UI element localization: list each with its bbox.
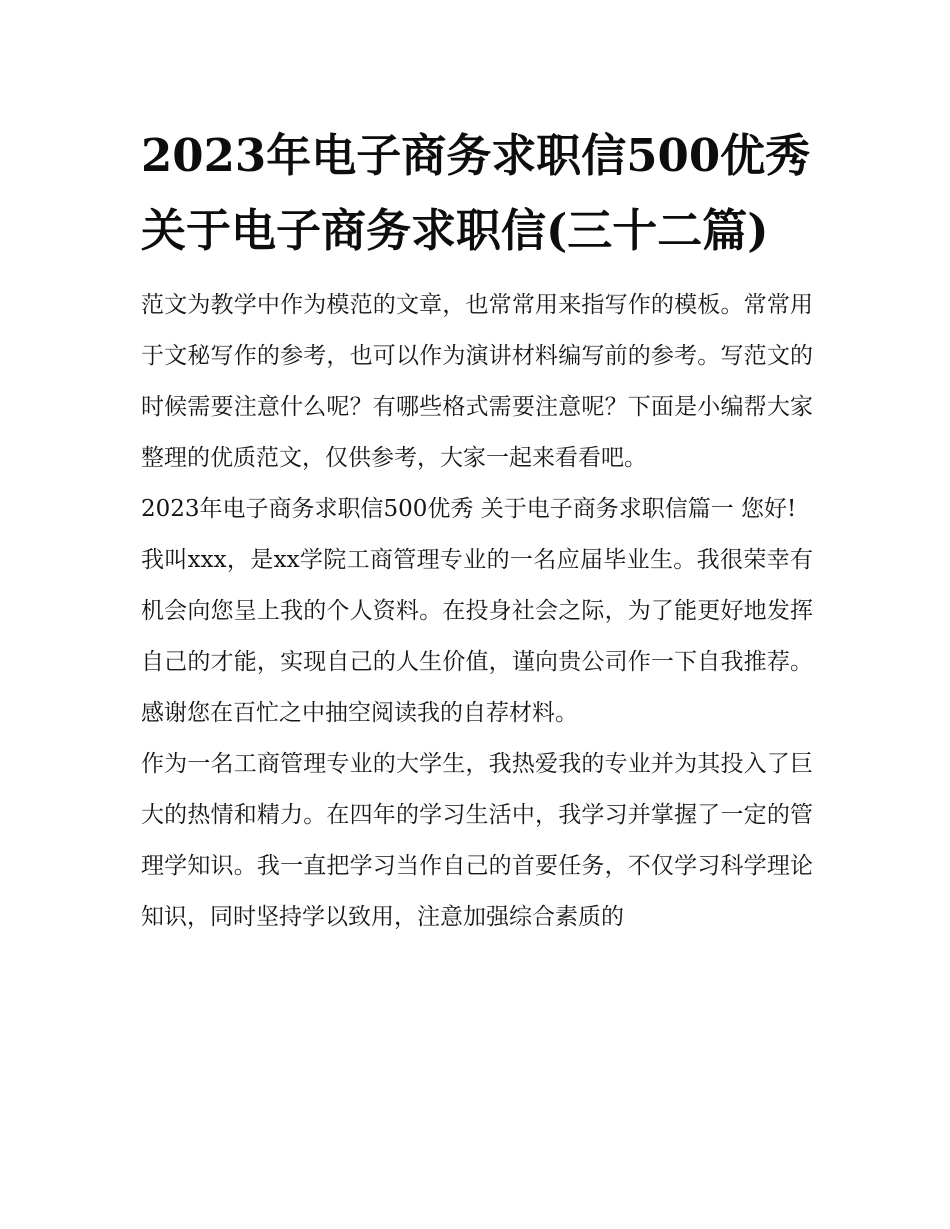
title-block (141, 118, 813, 268)
document-page (141, 118, 813, 943)
paragraph-intro: 范文为教学中作为模范的文章，也常常用来指写作的模板。常常用于文秘写作的参考，也可以作为演讲材料编写前的参考。写范文的时候需要注意什么呢？有哪些格式需要注意呢？下面是小编帮大家整理的优质范文，仅供参考，大家一起来看看吧。 (141, 292, 813, 471)
document-title: 2023年电子商务求职信500优秀 关于电子商务求职信(三十二篇) (141, 129, 811, 257)
paragraph-self-intro: 我叫xxx，是xx学院工商管理专业的一名应届毕业生。我很荣幸有机会向您呈上我的个人资料。在投身社会之际，为了能更好地发挥自己的才能，实现自己的人生价值，谨向贵公司作一下自我推荐。感谢您在百忙之中抽空阅读我的自荐材料。 (141, 547, 813, 726)
paragraph-heading-greeting: 2023年电子商务求职信500优秀 关于电子商务求职信篇一 您好! (141, 496, 797, 522)
paragraph-study: 作为一名工商管理专业的大学生，我热爱我的专业并为其投入了巨大的热情和精力。在四年的学习生活中，我学习并掌握了一定的管理学知识。我一直把学习当作自己的首要任务，不仅学习科学理论知识，同时坚持学以致用，注意加强综合素质的 (141, 751, 813, 930)
